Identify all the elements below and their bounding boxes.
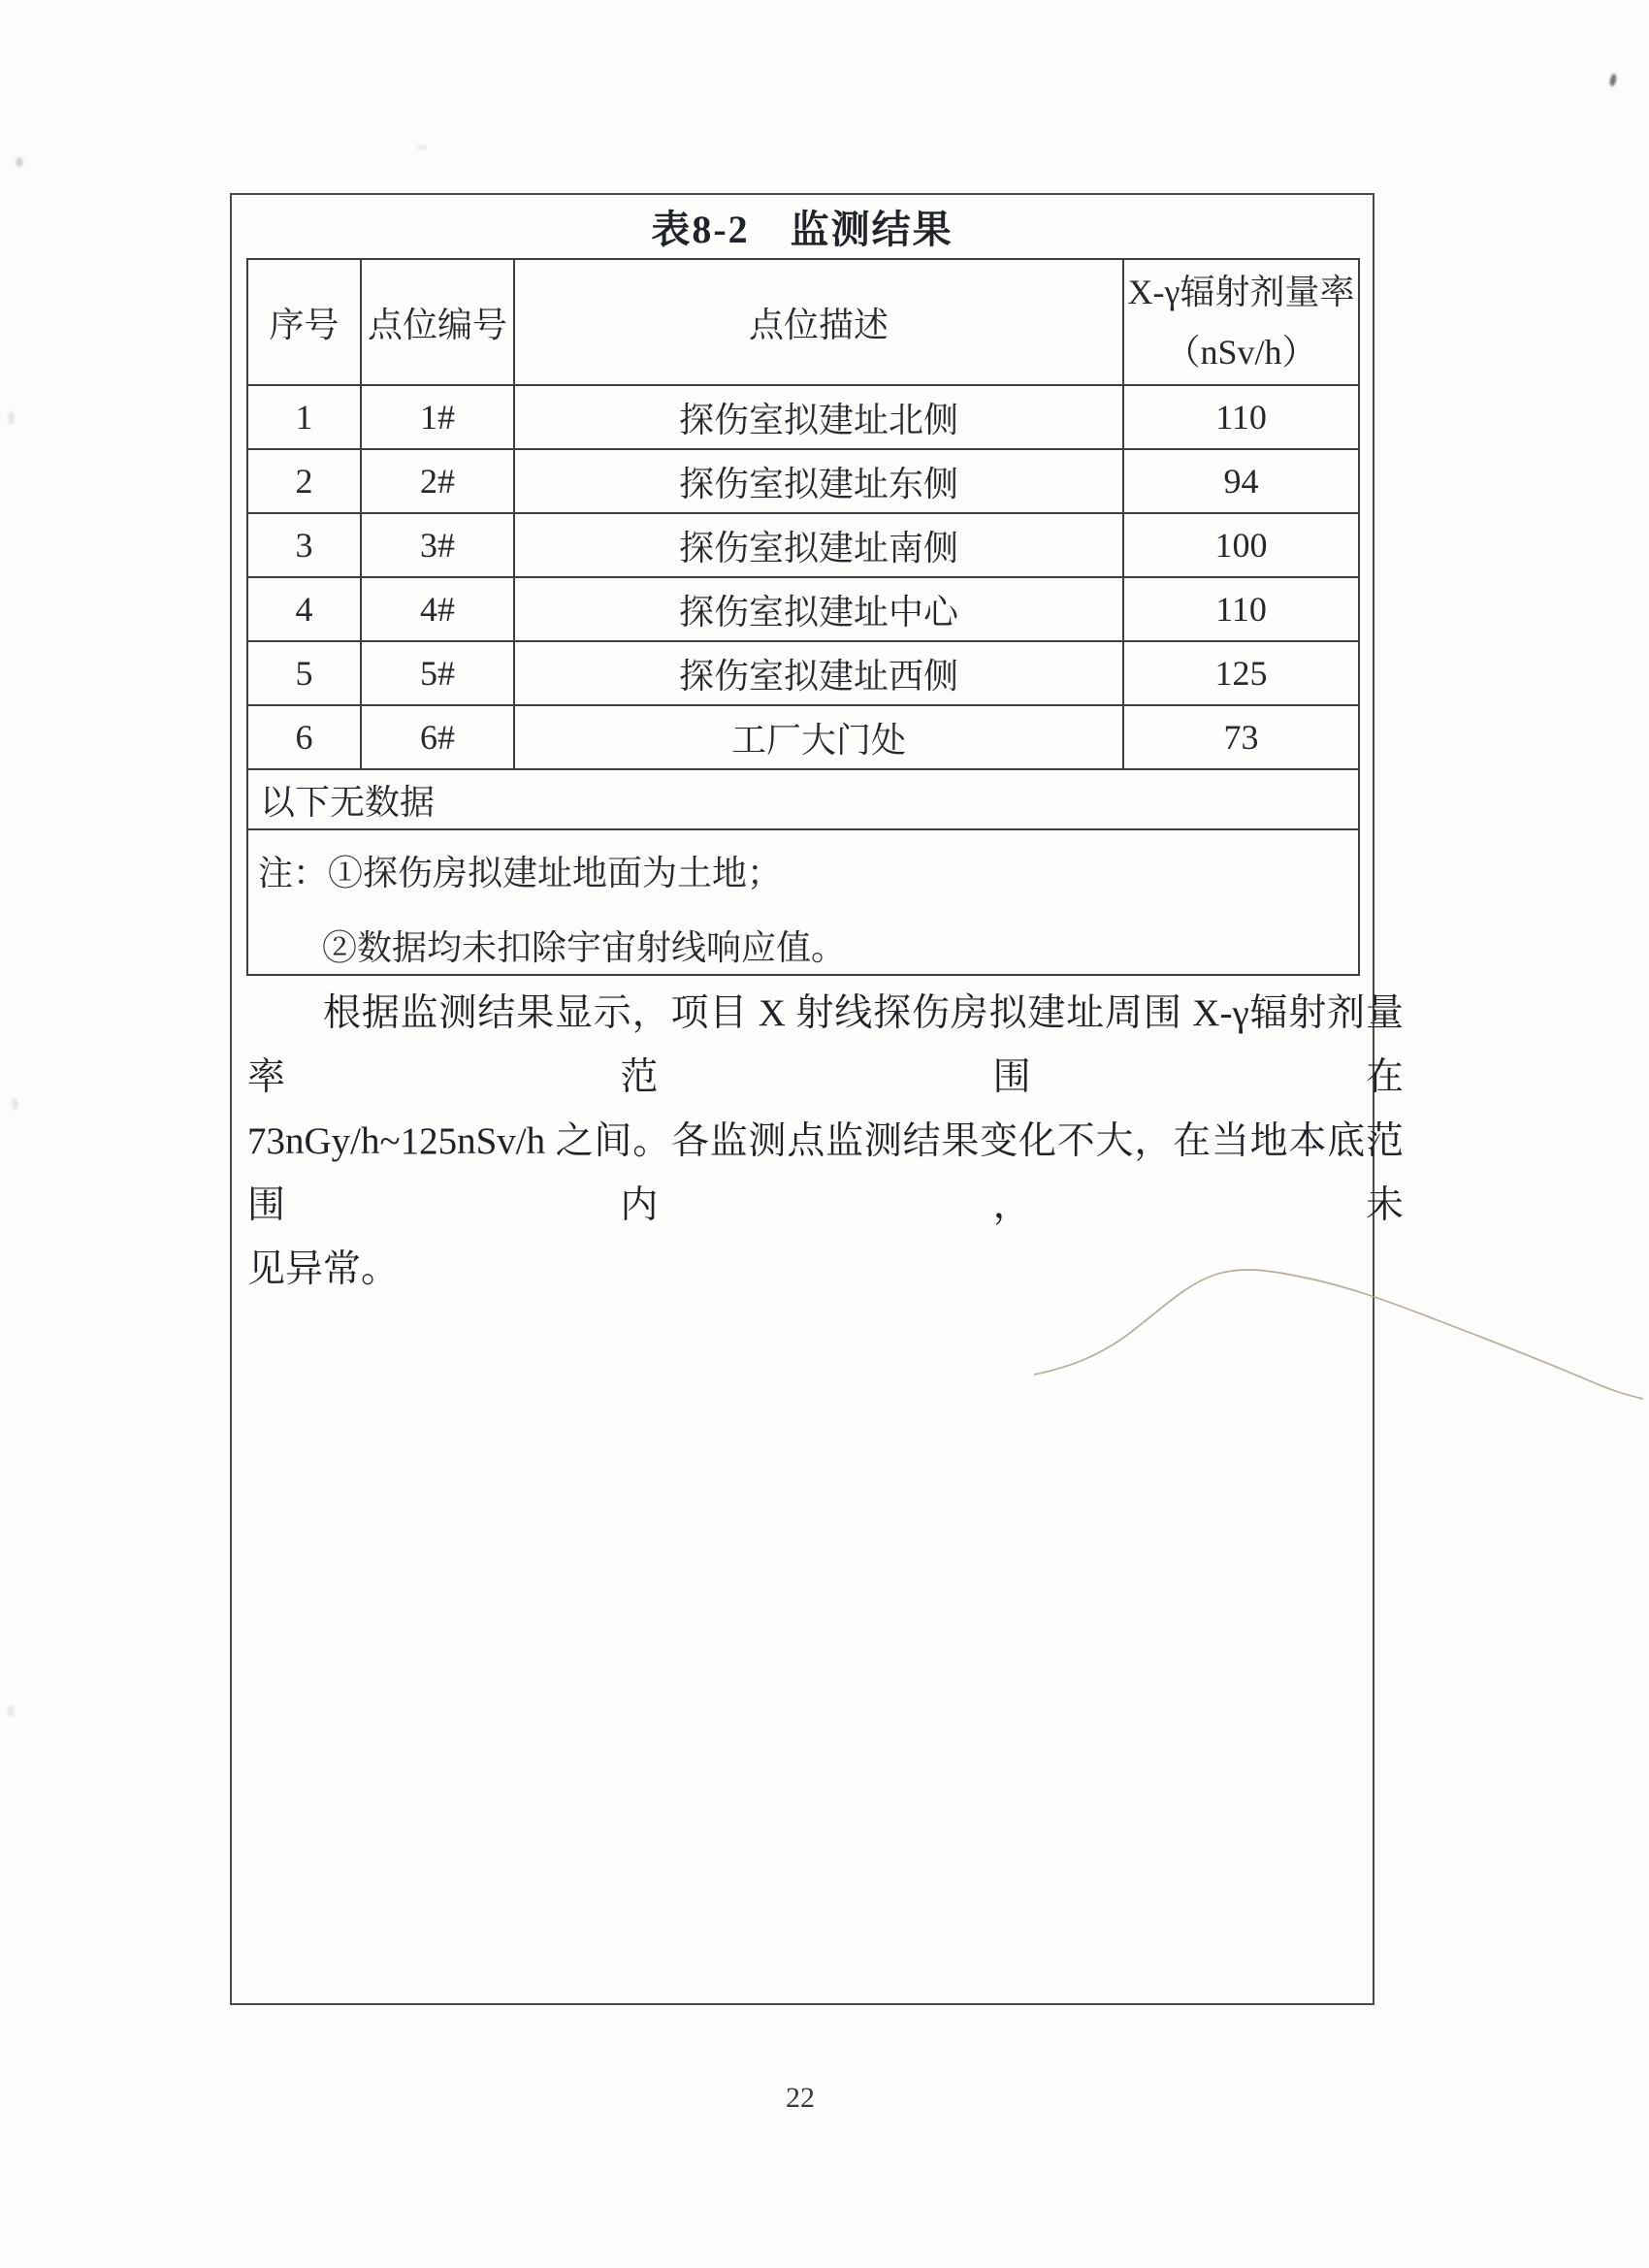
cell-no: 5	[247, 641, 361, 705]
cell-dose-rate: 94	[1123, 449, 1359, 513]
summary-paragraph	[247, 982, 1404, 1302]
column-header-no: 序号	[247, 259, 361, 385]
cell-point-id: 2#	[361, 449, 514, 513]
ink-speck-top-right	[1609, 74, 1618, 87]
column-header-point-id: 点位编号	[361, 259, 514, 385]
column-header-description: 点位描述	[514, 259, 1123, 385]
column-header-dose-rate-line2: （nSv/h）	[1165, 333, 1317, 372]
scan-speck	[7, 1705, 15, 1717]
cell-point-id: 6#	[361, 705, 514, 769]
cell-no: 2	[247, 449, 361, 513]
table-row	[247, 577, 1359, 641]
cell-dose-rate: 110	[1123, 577, 1359, 641]
cell-no: 1	[247, 385, 361, 449]
notes-row	[247, 829, 1359, 975]
summary-paragraph-line-2: 73nGy/h~125nSv/h 之间。各监测点监测结果变化不大，在当地本底范围内，未	[247, 1120, 1404, 1226]
scan-speck	[16, 157, 23, 167]
page-number: 22	[786, 2082, 815, 2114]
notes-cell	[247, 829, 1359, 975]
cell-point-id: 4#	[361, 577, 514, 641]
table-row	[247, 641, 1359, 705]
column-header-dose-rate-line1: X-γ辐射剂量率	[1127, 273, 1355, 311]
no-more-data-row	[247, 769, 1359, 829]
table-row	[247, 449, 1359, 513]
cell-no: 3	[247, 513, 361, 577]
summary-paragraph-line-1: 根据监测结果显示，项目 X 射线探伤房拟建址周围 X-γ辐射剂量率范围在	[247, 992, 1404, 1098]
cell-point-id: 1#	[361, 385, 514, 449]
no-more-data-label: 以下无数据	[247, 769, 1359, 829]
cell-description: 工厂大门处	[514, 705, 1123, 769]
cell-point-id: 3#	[361, 513, 514, 577]
cell-dose-rate: 100	[1123, 513, 1359, 577]
summary-paragraph-line-3: 见异常。	[247, 1248, 400, 1290]
cell-description: 探伤室拟建址东侧	[514, 449, 1123, 513]
table-header-row	[247, 259, 1359, 385]
note-line-1: 注：①探伤房拟建址地面为土地；	[258, 854, 783, 892]
table-row	[247, 385, 1359, 449]
cell-no: 6	[247, 705, 361, 769]
scan-speck	[8, 411, 15, 425]
cell-description: 探伤室拟建址北侧	[514, 385, 1123, 449]
cell-description: 探伤室拟建址南侧	[514, 513, 1123, 577]
scan-speck	[417, 146, 427, 149]
scan-speck	[12, 1098, 18, 1110]
table-title: 表8-2 监测结果	[651, 207, 954, 251]
cell-description: 探伤室拟建址中心	[514, 577, 1123, 641]
cell-point-id: 5#	[361, 641, 514, 705]
note-line-2: ②数据均未扣除宇宙射线响应值。	[322, 928, 847, 967]
table-row	[247, 705, 1359, 769]
monitoring-results-table	[246, 258, 1360, 976]
cell-no: 4	[247, 577, 361, 641]
column-header-dose-rate	[1123, 259, 1359, 385]
table-row	[247, 513, 1359, 577]
cell-description: 探伤室拟建址西侧	[514, 641, 1123, 705]
cell-dose-rate: 110	[1123, 385, 1359, 449]
cell-dose-rate: 73	[1123, 705, 1359, 769]
cell-dose-rate: 125	[1123, 641, 1359, 705]
